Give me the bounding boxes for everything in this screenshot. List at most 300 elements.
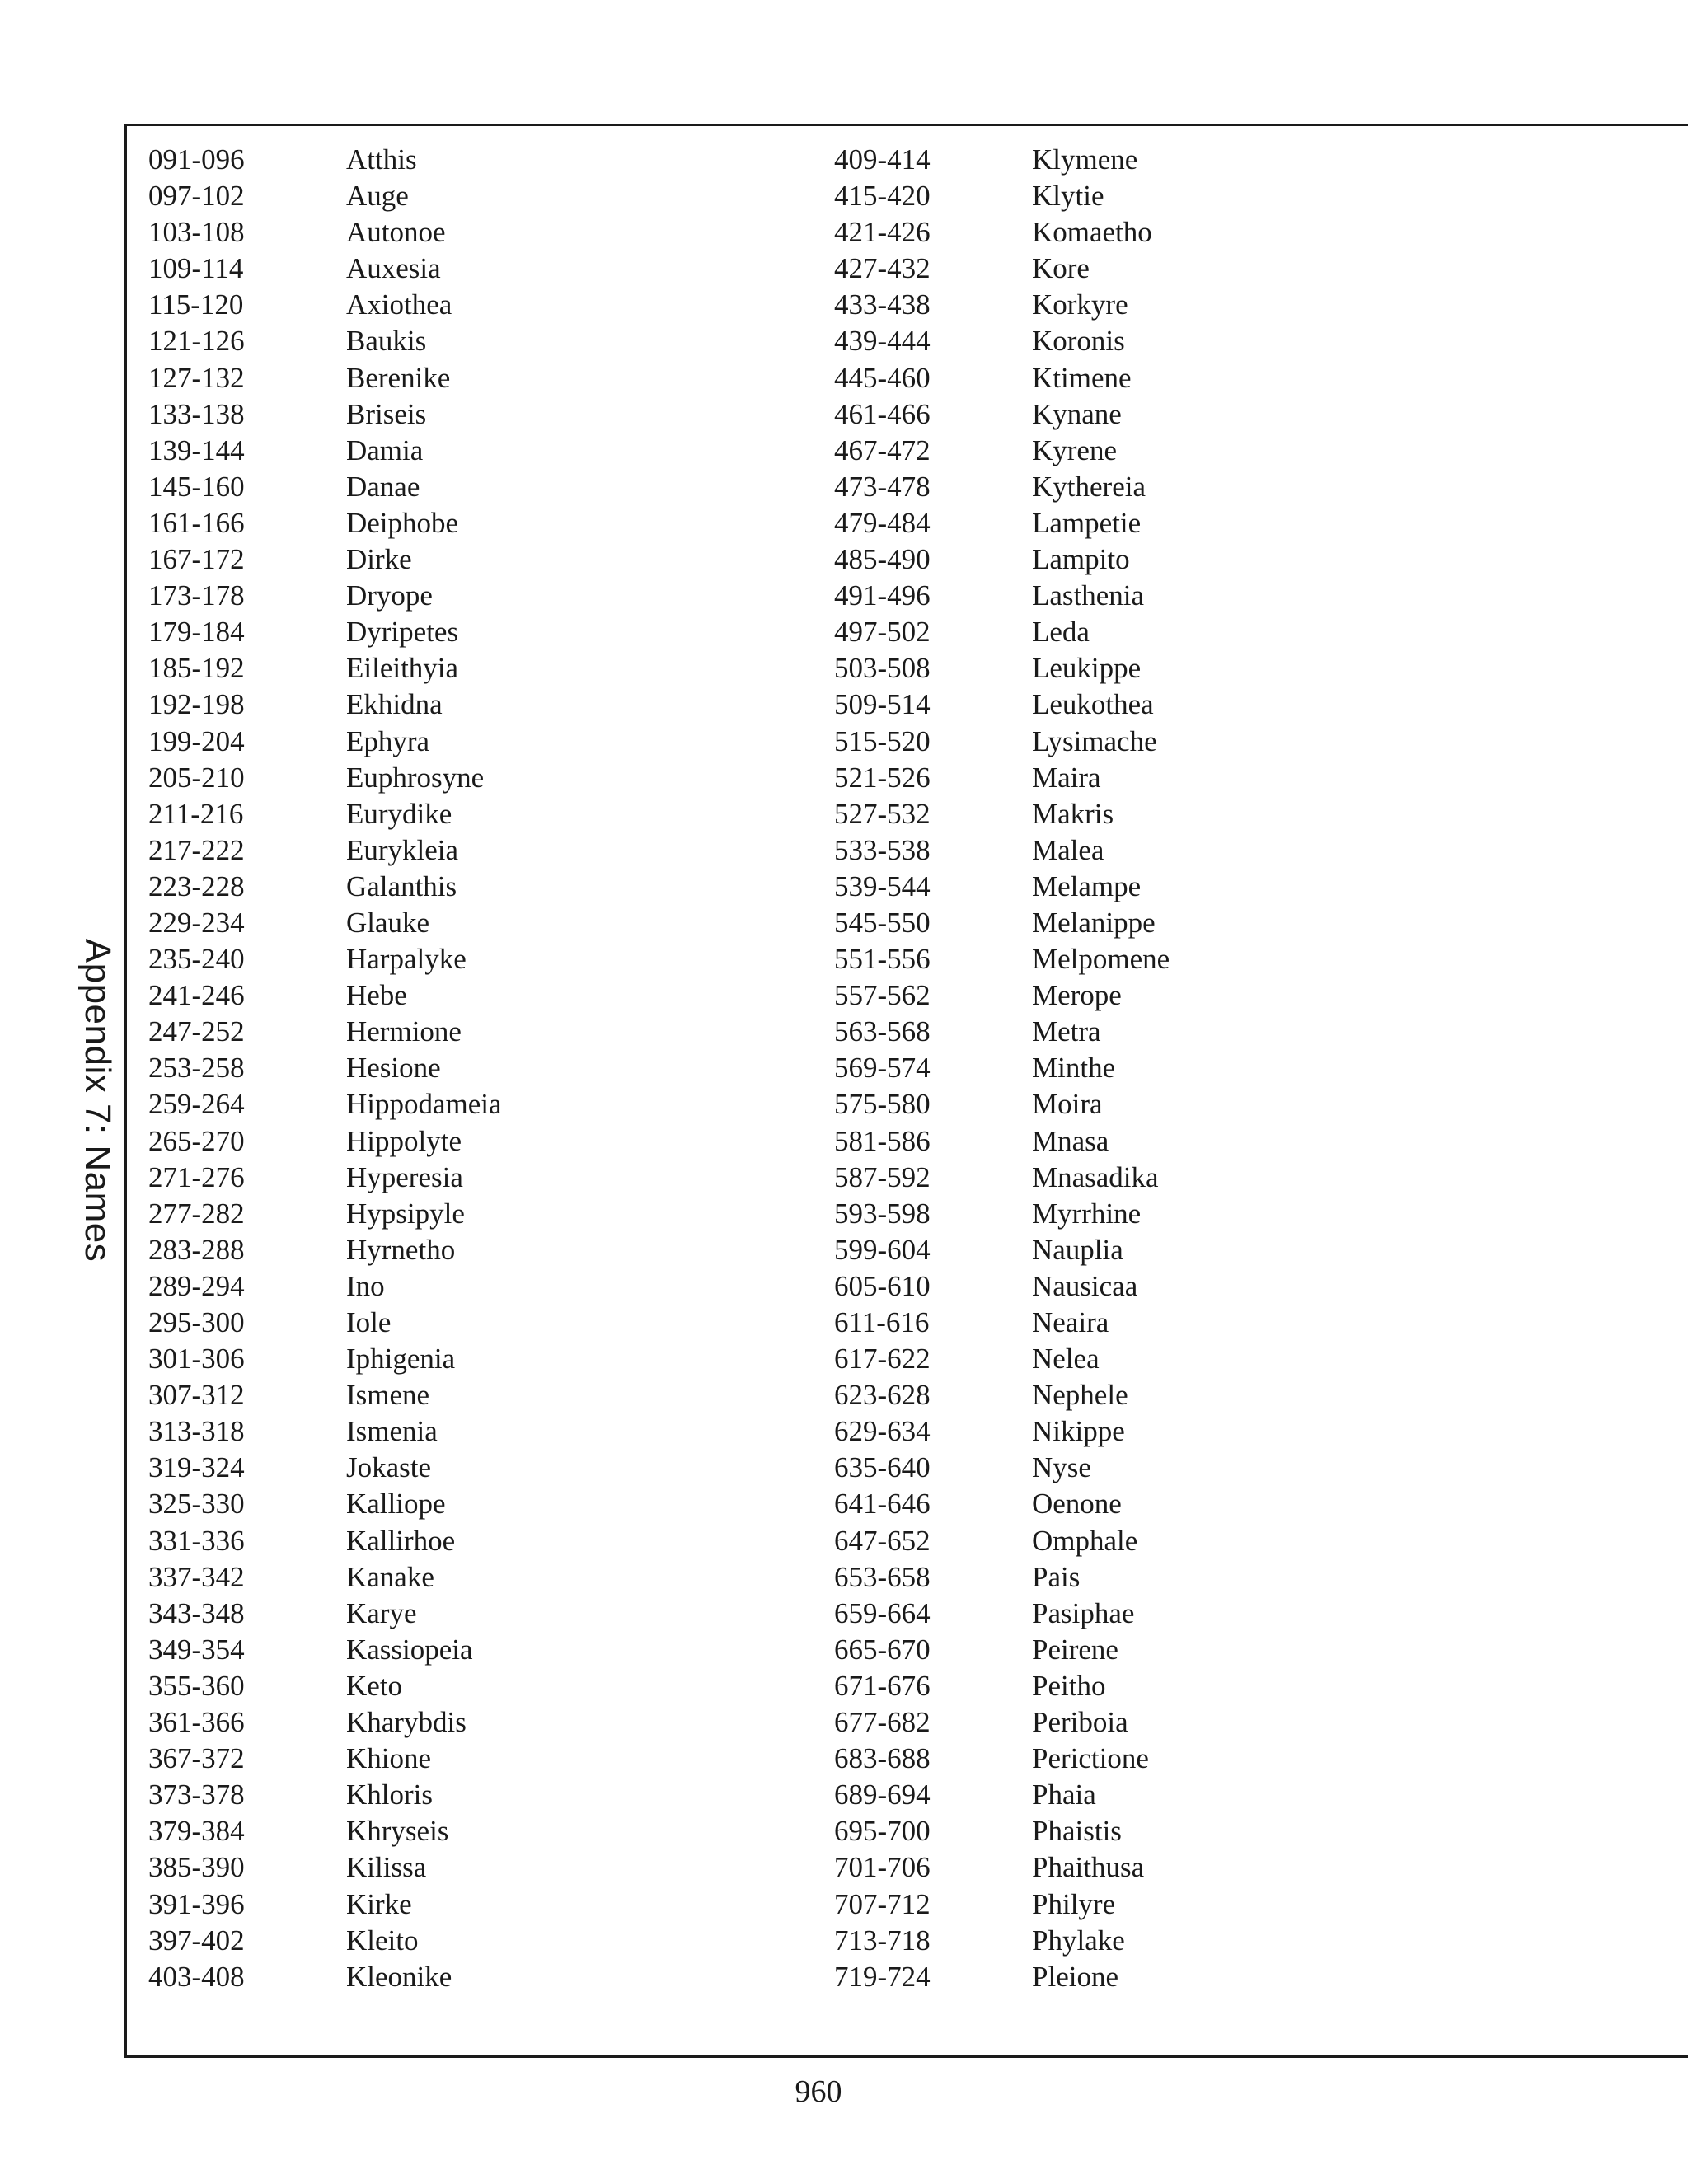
number-range: 173-178 bbox=[148, 579, 245, 612]
number-range: 379-384 bbox=[148, 1815, 245, 1848]
entry-name: Deiphobe bbox=[346, 506, 459, 539]
name-entry bbox=[834, 1777, 1170, 1813]
number-range: 671-676 bbox=[834, 1669, 931, 1702]
number-range: 253-258 bbox=[148, 1052, 245, 1085]
name-entry bbox=[148, 505, 502, 541]
name-entry bbox=[834, 178, 1170, 214]
number-range: 097-102 bbox=[148, 180, 245, 213]
number-range: 551-556 bbox=[834, 943, 931, 976]
name-entry bbox=[834, 1341, 1170, 1377]
name-entry bbox=[834, 1596, 1170, 1632]
name-entry bbox=[148, 1813, 502, 1849]
number-range: 179-184 bbox=[148, 616, 245, 649]
entry-name: Peirene bbox=[1032, 1633, 1118, 1666]
name-entry bbox=[148, 1123, 502, 1160]
name-entry bbox=[148, 650, 502, 687]
name-entry bbox=[834, 1704, 1170, 1741]
entry-name: Kleito bbox=[346, 1924, 419, 1957]
number-range: 491-496 bbox=[834, 579, 931, 612]
entry-name: Baukis bbox=[346, 325, 427, 358]
entry-name: Kassiopeia bbox=[346, 1633, 473, 1666]
name-entry bbox=[834, 214, 1170, 251]
name-entry bbox=[148, 1268, 502, 1305]
entry-name: Axiothea bbox=[346, 288, 452, 321]
entry-name: Dirke bbox=[346, 543, 412, 576]
name-entry bbox=[148, 1849, 502, 1886]
name-entry bbox=[834, 832, 1170, 869]
number-range: 503-508 bbox=[834, 652, 931, 685]
name-entry bbox=[834, 287, 1170, 323]
name-entry bbox=[148, 1596, 502, 1632]
number-range: 527-532 bbox=[834, 797, 931, 830]
number-range: 593-598 bbox=[834, 1197, 931, 1230]
entry-name: Berenike bbox=[346, 361, 451, 394]
entry-name: Kore bbox=[1032, 252, 1090, 285]
entry-name: Atthis bbox=[346, 143, 417, 176]
entry-name: Neaira bbox=[1032, 1306, 1109, 1338]
name-entry bbox=[148, 687, 502, 723]
entry-name: Hyrnetho bbox=[346, 1233, 456, 1266]
number-range: 361-366 bbox=[148, 1706, 245, 1739]
name-entry bbox=[148, 1559, 502, 1596]
name-entry bbox=[148, 1014, 502, 1050]
number-range: 473-478 bbox=[834, 470, 931, 503]
number-range: 367-372 bbox=[148, 1742, 245, 1775]
entry-name: Ephyra bbox=[346, 724, 430, 757]
entry-name: Kallirhoe bbox=[346, 1524, 456, 1557]
number-range: 707-712 bbox=[834, 1887, 931, 1920]
number-range: 121-126 bbox=[148, 325, 245, 358]
number-range: 587-592 bbox=[834, 1160, 931, 1193]
number-range: 659-664 bbox=[834, 1596, 931, 1629]
name-entry bbox=[834, 1232, 1170, 1268]
number-range: 145-160 bbox=[148, 470, 245, 503]
name-entry bbox=[148, 178, 502, 214]
number-range: 109-114 bbox=[148, 252, 244, 285]
name-entry bbox=[834, 433, 1170, 469]
number-range: 533-538 bbox=[834, 833, 931, 866]
name-entry bbox=[148, 905, 502, 941]
number-range: 467-472 bbox=[834, 434, 931, 466]
name-entry bbox=[834, 1160, 1170, 1196]
entry-name: Leukippe bbox=[1032, 652, 1142, 685]
number-range: 515-520 bbox=[834, 724, 931, 757]
name-entry bbox=[834, 505, 1170, 541]
entry-name: Ino bbox=[346, 1269, 385, 1302]
number-range: 403-408 bbox=[148, 1960, 245, 1993]
name-entry bbox=[834, 1413, 1170, 1450]
name-entry bbox=[148, 614, 502, 650]
name-entry bbox=[834, 1486, 1170, 1522]
name-entry bbox=[834, 1813, 1170, 1849]
name-entry bbox=[148, 1413, 502, 1450]
number-range: 343-348 bbox=[148, 1596, 245, 1629]
number-range: 713-718 bbox=[834, 1924, 931, 1957]
name-entry bbox=[148, 1632, 502, 1668]
number-range: 325-330 bbox=[148, 1488, 245, 1521]
entry-name: Lampetie bbox=[1032, 506, 1142, 539]
name-entry bbox=[148, 214, 502, 251]
number-range: 217-222 bbox=[148, 833, 245, 866]
entry-name: Klytie bbox=[1032, 180, 1104, 213]
name-entry bbox=[148, 1741, 502, 1777]
entry-name: Harpalyke bbox=[346, 943, 467, 976]
entry-name: Leukothea bbox=[1032, 688, 1154, 721]
entry-name: Kanake bbox=[346, 1560, 434, 1593]
number-range: 331-336 bbox=[148, 1524, 245, 1557]
entry-name: Phaithusa bbox=[1032, 1851, 1145, 1884]
number-range: 629-634 bbox=[834, 1415, 931, 1448]
name-entry bbox=[148, 1777, 502, 1813]
entry-name: Jokaste bbox=[346, 1451, 432, 1484]
entry-name: Koronis bbox=[1032, 325, 1125, 358]
entry-name: Moira bbox=[1032, 1088, 1103, 1121]
entry-name: Melampe bbox=[1032, 869, 1142, 902]
name-entry bbox=[834, 1086, 1170, 1122]
entry-name: Kalliope bbox=[346, 1488, 446, 1521]
entry-name: Melanippe bbox=[1032, 906, 1156, 939]
entry-name: Makris bbox=[1032, 797, 1114, 830]
entry-name: Korkyre bbox=[1032, 288, 1128, 321]
entry-name: Lysimache bbox=[1032, 724, 1157, 757]
number-range: 355-360 bbox=[148, 1669, 245, 1702]
entry-name: Omphale bbox=[1032, 1524, 1138, 1557]
number-range: 599-604 bbox=[834, 1233, 931, 1266]
entry-name: Melpomene bbox=[1032, 943, 1170, 976]
entry-name: Khloris bbox=[346, 1779, 433, 1811]
number-range: 385-390 bbox=[148, 1851, 245, 1884]
entry-name: Klymene bbox=[1032, 143, 1138, 176]
entry-name: Karye bbox=[346, 1596, 417, 1629]
number-range: 301-306 bbox=[148, 1343, 245, 1376]
name-entry bbox=[834, 724, 1170, 760]
number-range: 427-432 bbox=[834, 252, 931, 285]
entry-name: Kirke bbox=[346, 1887, 412, 1920]
number-range: 199-204 bbox=[148, 724, 245, 757]
entry-name: Mnasa bbox=[1032, 1124, 1109, 1157]
number-range: 283-288 bbox=[148, 1233, 245, 1266]
entry-name: Kythereia bbox=[1032, 470, 1146, 503]
name-entry bbox=[834, 1632, 1170, 1668]
name-entry bbox=[834, 977, 1170, 1014]
name-entry bbox=[148, 1704, 502, 1741]
number-range: 223-228 bbox=[148, 869, 245, 902]
entry-name: Ismenia bbox=[346, 1415, 438, 1448]
entry-name: Kleonike bbox=[346, 1960, 452, 1993]
name-entry bbox=[834, 796, 1170, 832]
entry-name: Malea bbox=[1032, 833, 1104, 866]
name-entry bbox=[834, 687, 1170, 723]
entry-name: Damia bbox=[346, 434, 424, 466]
entry-name: Mnasadika bbox=[1032, 1160, 1159, 1193]
number-range: 313-318 bbox=[148, 1415, 245, 1448]
name-entry bbox=[148, 1232, 502, 1268]
entry-name: Perictione bbox=[1032, 1742, 1149, 1775]
entry-name: Kynane bbox=[1032, 397, 1122, 430]
number-range: 653-658 bbox=[834, 1560, 931, 1593]
number-range: 091-096 bbox=[148, 143, 245, 176]
name-entry bbox=[834, 1050, 1170, 1086]
name-entry bbox=[834, 614, 1170, 650]
entry-name: Kharybdis bbox=[346, 1706, 467, 1739]
entry-name: Leda bbox=[1032, 616, 1090, 649]
number-range: 635-640 bbox=[834, 1451, 931, 1484]
name-entry bbox=[834, 1196, 1170, 1232]
entry-name: Danae bbox=[346, 470, 420, 503]
entry-name: Hyperesia bbox=[346, 1160, 463, 1193]
number-range: 689-694 bbox=[834, 1779, 931, 1811]
number-range: 461-466 bbox=[834, 397, 931, 430]
entry-name: Lampito bbox=[1032, 543, 1130, 576]
page-number-text: 960 bbox=[795, 2074, 842, 2109]
name-entry bbox=[834, 1668, 1170, 1704]
entry-name: Pleione bbox=[1032, 1960, 1118, 1993]
number-range: 235-240 bbox=[148, 943, 245, 976]
number-range: 167-172 bbox=[148, 543, 245, 576]
name-entry bbox=[148, 724, 502, 760]
name-entry bbox=[148, 1377, 502, 1413]
entry-name: Hebe bbox=[346, 979, 407, 1012]
number-range: 247-252 bbox=[148, 1015, 245, 1048]
number-range: 271-276 bbox=[148, 1160, 245, 1193]
name-entry bbox=[834, 1268, 1170, 1305]
entry-name: Periboia bbox=[1032, 1706, 1128, 1739]
entry-name: Briseis bbox=[346, 397, 427, 430]
name-entry bbox=[148, 1450, 502, 1486]
name-entry bbox=[148, 323, 502, 359]
entry-name: Pais bbox=[1032, 1560, 1081, 1593]
number-range: 289-294 bbox=[148, 1269, 245, 1302]
number-range: 265-270 bbox=[148, 1124, 245, 1157]
number-range: 701-706 bbox=[834, 1851, 931, 1884]
entry-name: Kyrene bbox=[1032, 434, 1118, 466]
name-entry bbox=[834, 251, 1170, 287]
entry-name: Maira bbox=[1032, 761, 1101, 794]
number-range: 509-514 bbox=[834, 688, 931, 721]
name-entry bbox=[834, 650, 1170, 687]
name-entry bbox=[148, 251, 502, 287]
name-entry bbox=[834, 142, 1170, 178]
number-range: 683-688 bbox=[834, 1742, 931, 1775]
entry-name: Phaia bbox=[1032, 1779, 1096, 1811]
number-range: 485-490 bbox=[834, 543, 931, 576]
number-range: 295-300 bbox=[148, 1306, 245, 1338]
number-range: 695-700 bbox=[834, 1815, 931, 1848]
name-entry bbox=[834, 1849, 1170, 1886]
number-range: 259-264 bbox=[148, 1088, 245, 1121]
entry-name: Ekhidna bbox=[346, 688, 443, 721]
entry-name: Ktimene bbox=[1032, 361, 1132, 394]
name-entry bbox=[148, 1668, 502, 1704]
number-range: 139-144 bbox=[148, 434, 245, 466]
number-range: 397-402 bbox=[148, 1924, 245, 1957]
number-range: 211-216 bbox=[148, 797, 244, 830]
number-range: 439-444 bbox=[834, 325, 931, 358]
name-entry bbox=[148, 287, 502, 323]
entry-name: Eurydike bbox=[346, 797, 452, 830]
number-range: 677-682 bbox=[834, 1706, 931, 1739]
number-range: 539-544 bbox=[834, 869, 931, 902]
number-range: 161-166 bbox=[148, 506, 245, 539]
number-range: 479-484 bbox=[834, 506, 931, 539]
number-range: 349-354 bbox=[148, 1633, 245, 1666]
entry-name: Myrrhine bbox=[1032, 1197, 1142, 1230]
entry-name: Galanthis bbox=[346, 869, 457, 902]
number-range: 241-246 bbox=[148, 979, 245, 1012]
name-entry bbox=[148, 1341, 502, 1377]
name-entry bbox=[148, 1959, 502, 1995]
entry-name: Phylake bbox=[1032, 1924, 1125, 1957]
name-entry bbox=[148, 1196, 502, 1232]
name-entry bbox=[834, 1014, 1170, 1050]
number-range: 433-438 bbox=[834, 288, 931, 321]
entry-name: Eurykleia bbox=[346, 833, 459, 866]
name-entry bbox=[834, 396, 1170, 433]
entry-name: Phaistis bbox=[1032, 1815, 1122, 1848]
number-range: 185-192 bbox=[148, 652, 245, 685]
number-range: 409-414 bbox=[834, 143, 931, 176]
name-entry bbox=[834, 578, 1170, 614]
name-entry bbox=[148, 541, 502, 578]
entry-name: Glauke bbox=[346, 906, 430, 939]
entry-name: Nausicaa bbox=[1032, 1269, 1138, 1302]
name-entry bbox=[148, 760, 502, 796]
name-entry bbox=[834, 1959, 1170, 1995]
name-entry bbox=[148, 1305, 502, 1341]
number-range: 391-396 bbox=[148, 1887, 245, 1920]
name-entry bbox=[148, 869, 502, 905]
name-entry bbox=[834, 760, 1170, 796]
entry-name: Dyripetes bbox=[346, 616, 459, 649]
name-entry bbox=[834, 1741, 1170, 1777]
entry-name: Peitho bbox=[1032, 1669, 1106, 1702]
number-range: 133-138 bbox=[148, 397, 245, 430]
entry-name: Merope bbox=[1032, 979, 1122, 1012]
number-range: 611-616 bbox=[834, 1306, 930, 1338]
entry-name: Nauplia bbox=[1032, 1233, 1123, 1266]
number-range: 229-234 bbox=[148, 906, 245, 939]
name-entry bbox=[834, 541, 1170, 578]
entry-name: Ismene bbox=[346, 1379, 430, 1412]
number-range: 521-526 bbox=[834, 761, 931, 794]
entry-name: Nephele bbox=[1032, 1379, 1128, 1412]
entry-name: Nelea bbox=[1032, 1343, 1100, 1376]
entry-name: Hippolyte bbox=[346, 1124, 462, 1157]
number-range: 497-502 bbox=[834, 616, 931, 649]
number-range: 115-120 bbox=[148, 288, 244, 321]
number-range: 277-282 bbox=[148, 1197, 245, 1230]
entry-name: Metra bbox=[1032, 1015, 1101, 1048]
entry-name: Euphrosyne bbox=[346, 761, 485, 794]
name-entry bbox=[148, 832, 502, 869]
entry-name: Oenone bbox=[1032, 1488, 1122, 1521]
name-entry bbox=[834, 323, 1170, 359]
name-entry bbox=[148, 1086, 502, 1122]
name-entry bbox=[834, 1923, 1170, 1959]
entry-name: Pasiphae bbox=[1032, 1596, 1135, 1629]
number-range: 319-324 bbox=[148, 1451, 245, 1484]
number-range: 575-580 bbox=[834, 1088, 931, 1121]
name-entry bbox=[834, 469, 1170, 505]
name-entry bbox=[834, 1523, 1170, 1559]
name-entry bbox=[148, 469, 502, 505]
names-column-right bbox=[834, 142, 1170, 1995]
entry-name: Philyre bbox=[1032, 1887, 1116, 1920]
name-entry bbox=[148, 1523, 502, 1559]
name-entry bbox=[148, 396, 502, 433]
entry-name: Auxesia bbox=[346, 252, 441, 285]
name-entry bbox=[148, 360, 502, 396]
entry-name: Khione bbox=[346, 1742, 432, 1775]
entry-name: Komaetho bbox=[1032, 216, 1152, 249]
entry-name: Hypsipyle bbox=[346, 1197, 465, 1230]
name-entry bbox=[834, 1450, 1170, 1486]
name-entry bbox=[148, 433, 502, 469]
number-range: 563-568 bbox=[834, 1015, 931, 1048]
entry-name: Minthe bbox=[1032, 1052, 1116, 1085]
number-range: 557-562 bbox=[834, 979, 931, 1012]
name-entry bbox=[148, 977, 502, 1014]
number-range: 373-378 bbox=[148, 1779, 245, 1811]
number-range: 665-670 bbox=[834, 1633, 931, 1666]
name-entry bbox=[834, 1305, 1170, 1341]
number-range: 445-460 bbox=[834, 361, 931, 394]
entry-name: Hesione bbox=[346, 1052, 441, 1085]
number-range: 569-574 bbox=[834, 1052, 931, 1085]
name-entry bbox=[834, 1886, 1170, 1923]
name-entry bbox=[148, 578, 502, 614]
number-range: 103-108 bbox=[148, 216, 245, 249]
name-entry bbox=[148, 796, 502, 832]
name-entry bbox=[834, 1377, 1170, 1413]
number-range: 307-312 bbox=[148, 1379, 245, 1412]
entry-name: Iphigenia bbox=[346, 1343, 456, 1376]
entry-name: Hippodameia bbox=[346, 1088, 502, 1121]
number-range: 192-198 bbox=[148, 688, 245, 721]
number-range: 623-628 bbox=[834, 1379, 931, 1412]
name-entry bbox=[148, 941, 502, 977]
names-column-left bbox=[148, 142, 502, 1995]
name-entry bbox=[834, 360, 1170, 396]
number-range: 205-210 bbox=[148, 761, 245, 794]
name-entry bbox=[148, 1923, 502, 1959]
entry-name: Dryope bbox=[346, 579, 433, 612]
entry-name: Iole bbox=[346, 1306, 392, 1338]
name-entry bbox=[148, 142, 502, 178]
entry-name: Auge bbox=[346, 180, 409, 213]
number-range: 647-652 bbox=[834, 1524, 931, 1557]
name-entry bbox=[148, 1886, 502, 1923]
entry-name: Eileithyia bbox=[346, 652, 459, 685]
name-entry bbox=[834, 1559, 1170, 1596]
name-entry bbox=[834, 941, 1170, 977]
number-range: 581-586 bbox=[834, 1124, 931, 1157]
number-range: 415-420 bbox=[834, 180, 931, 213]
name-entry bbox=[148, 1486, 502, 1522]
entry-name: Lasthenia bbox=[1032, 579, 1145, 612]
entry-name: Nyse bbox=[1032, 1451, 1091, 1484]
number-range: 337-342 bbox=[148, 1560, 245, 1593]
number-range: 641-646 bbox=[834, 1488, 931, 1521]
name-entry bbox=[834, 1123, 1170, 1160]
number-range: 617-622 bbox=[834, 1343, 931, 1376]
entry-name: Hermione bbox=[346, 1015, 462, 1048]
number-range: 719-724 bbox=[834, 1960, 931, 1993]
entry-name: Autonoe bbox=[346, 216, 446, 249]
entry-name: Keto bbox=[346, 1669, 403, 1702]
number-range: 421-426 bbox=[834, 216, 931, 249]
number-range: 545-550 bbox=[834, 906, 931, 939]
